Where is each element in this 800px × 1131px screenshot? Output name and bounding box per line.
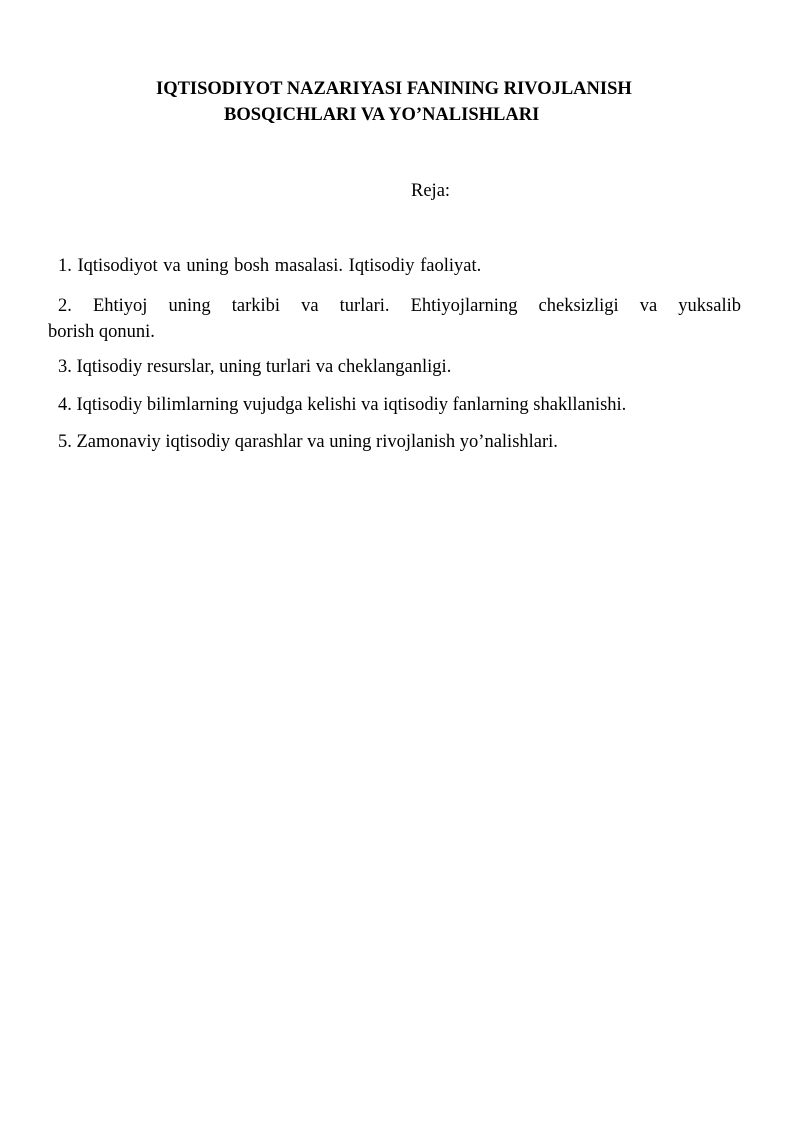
document-title-line-1: IQTISODIYOT NAZARIYASI FANINING RIVOJLANISH xyxy=(156,79,632,99)
plan-item-2-line-1: 2. Ehtiyoj uning tarkibi va turlari. Ehtiyojlarning cheksizligi va yuksalib xyxy=(58,296,741,316)
document-title-line-2: BOSQICHLARI VA YO’NALISHLARI xyxy=(224,105,540,125)
plan-item-1: 1. Iqtisodiyot va uning bosh masalasi. Iqtisodiy faoliyat. xyxy=(58,256,482,276)
plan-item-4: 4. Iqtisodiy bilimlarning vujudga kelishi va iqtisodiy fanlarning shakllanishi. xyxy=(58,395,627,415)
plan-item-5: 5. Zamonaviy iqtisodiy qarashlar va uning rivojlanish yo’nalishlari. xyxy=(58,432,558,452)
plan-heading: Reja: xyxy=(411,181,451,201)
plan-item-2-line-2: borish qonuni. xyxy=(48,322,155,342)
plan-item-2 xyxy=(48,293,741,345)
plan-item-3: 3. Iqtisodiy resurslar, uning turlari va cheklanganligi. xyxy=(58,357,452,377)
